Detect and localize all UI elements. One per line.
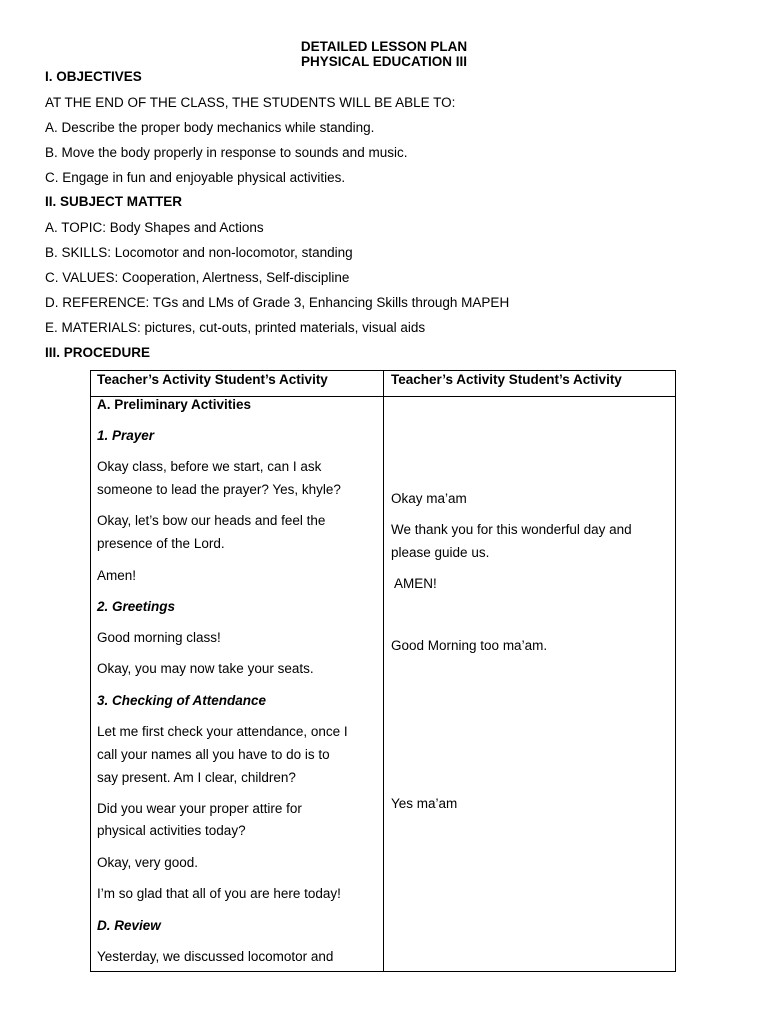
subject-matter-item: D. REFERENCE: TGs and LMs of Grade 3, Enhancing Skills through MAPEH [45,295,510,310]
objectives-heading: I. OBJECTIVES [45,69,142,84]
subject-matter-item: E. MATERIALS: pictures, cut-outs, printed materials, visual aids [45,320,426,335]
header-right: Teacher’s Activity Student’s Activity [391,372,622,387]
teacher-line: Yesterday, we discussed locomotor and [97,949,334,964]
teacher-line: Did you wear your proper attire for [97,801,302,816]
teacher-line: call your names all you have to do is to [97,747,330,762]
teacher-line: Okay, you may now take your seats. [97,661,314,676]
student-line: please guide us. [391,545,490,560]
student-line: Yes ma’am [391,796,458,811]
teacher-subheading: 2. Greetings [97,599,176,614]
teacher-line: presence of the Lord. [97,536,225,551]
objectives-intro: AT THE END OF THE CLASS, THE STUDENTS WILL BE ABLE TO: [45,95,456,110]
procedure-table [90,370,676,972]
teacher-line: say present. Am I clear, children? [97,770,296,785]
objective-item: C. Engage in fun and enjoyable physical activities. [45,170,346,185]
student-line: AMEN! [391,576,437,591]
teacher-line: Let me first check your attendance, once I [97,724,348,739]
objective-item: A. Describe the proper body mechanics while standing. [45,120,375,135]
teacher-line: someone to lead the prayer? Yes, khyle? [97,482,341,497]
teacher-section-heading: A. Preliminary Activities [97,397,252,412]
teacher-line: Okay, let’s bow our heads and feel the [97,513,326,528]
subject-matter-heading: II. SUBJECT MATTER [45,194,183,209]
document-title: DETAILED LESSON PLAN [300,39,468,54]
teacher-line: I’m so glad that all of you are here today! [97,886,341,901]
teacher-subheading: 3. Checking of Attendance [97,693,267,708]
subject-matter-item: B. SKILLS: Locomotor and non-locomotor, standing [45,245,353,260]
teacher-line: physical activities today? [97,823,246,838]
teacher-subheading: 1. Prayer [97,428,155,443]
subject-matter-item: A. TOPIC: Body Shapes and Actions [45,220,264,235]
student-line: Good Morning too ma’am. [391,638,548,653]
teacher-line: Amen! [97,568,137,583]
teacher-line: Okay, very good. [97,855,199,870]
column-divider [383,371,384,971]
student-line: Okay ma’am [391,491,467,506]
teacher-line: Okay class, before we start, can I ask [97,459,322,474]
teacher-line: Good morning class! [97,630,221,645]
objective-item: B. Move the body properly in response to sounds and music. [45,145,408,160]
document-subtitle: PHYSICAL EDUCATION III [300,54,467,69]
subject-matter-item: C. VALUES: Cooperation, Alertness, Self-discipline [45,270,350,285]
procedure-heading: III. PROCEDURE [45,345,151,360]
student-line: We thank you for this wonderful day and [391,522,632,537]
teacher-subheading: D. Review [97,918,161,933]
header-left: Teacher’s Activity Student’s Activity [97,372,328,387]
